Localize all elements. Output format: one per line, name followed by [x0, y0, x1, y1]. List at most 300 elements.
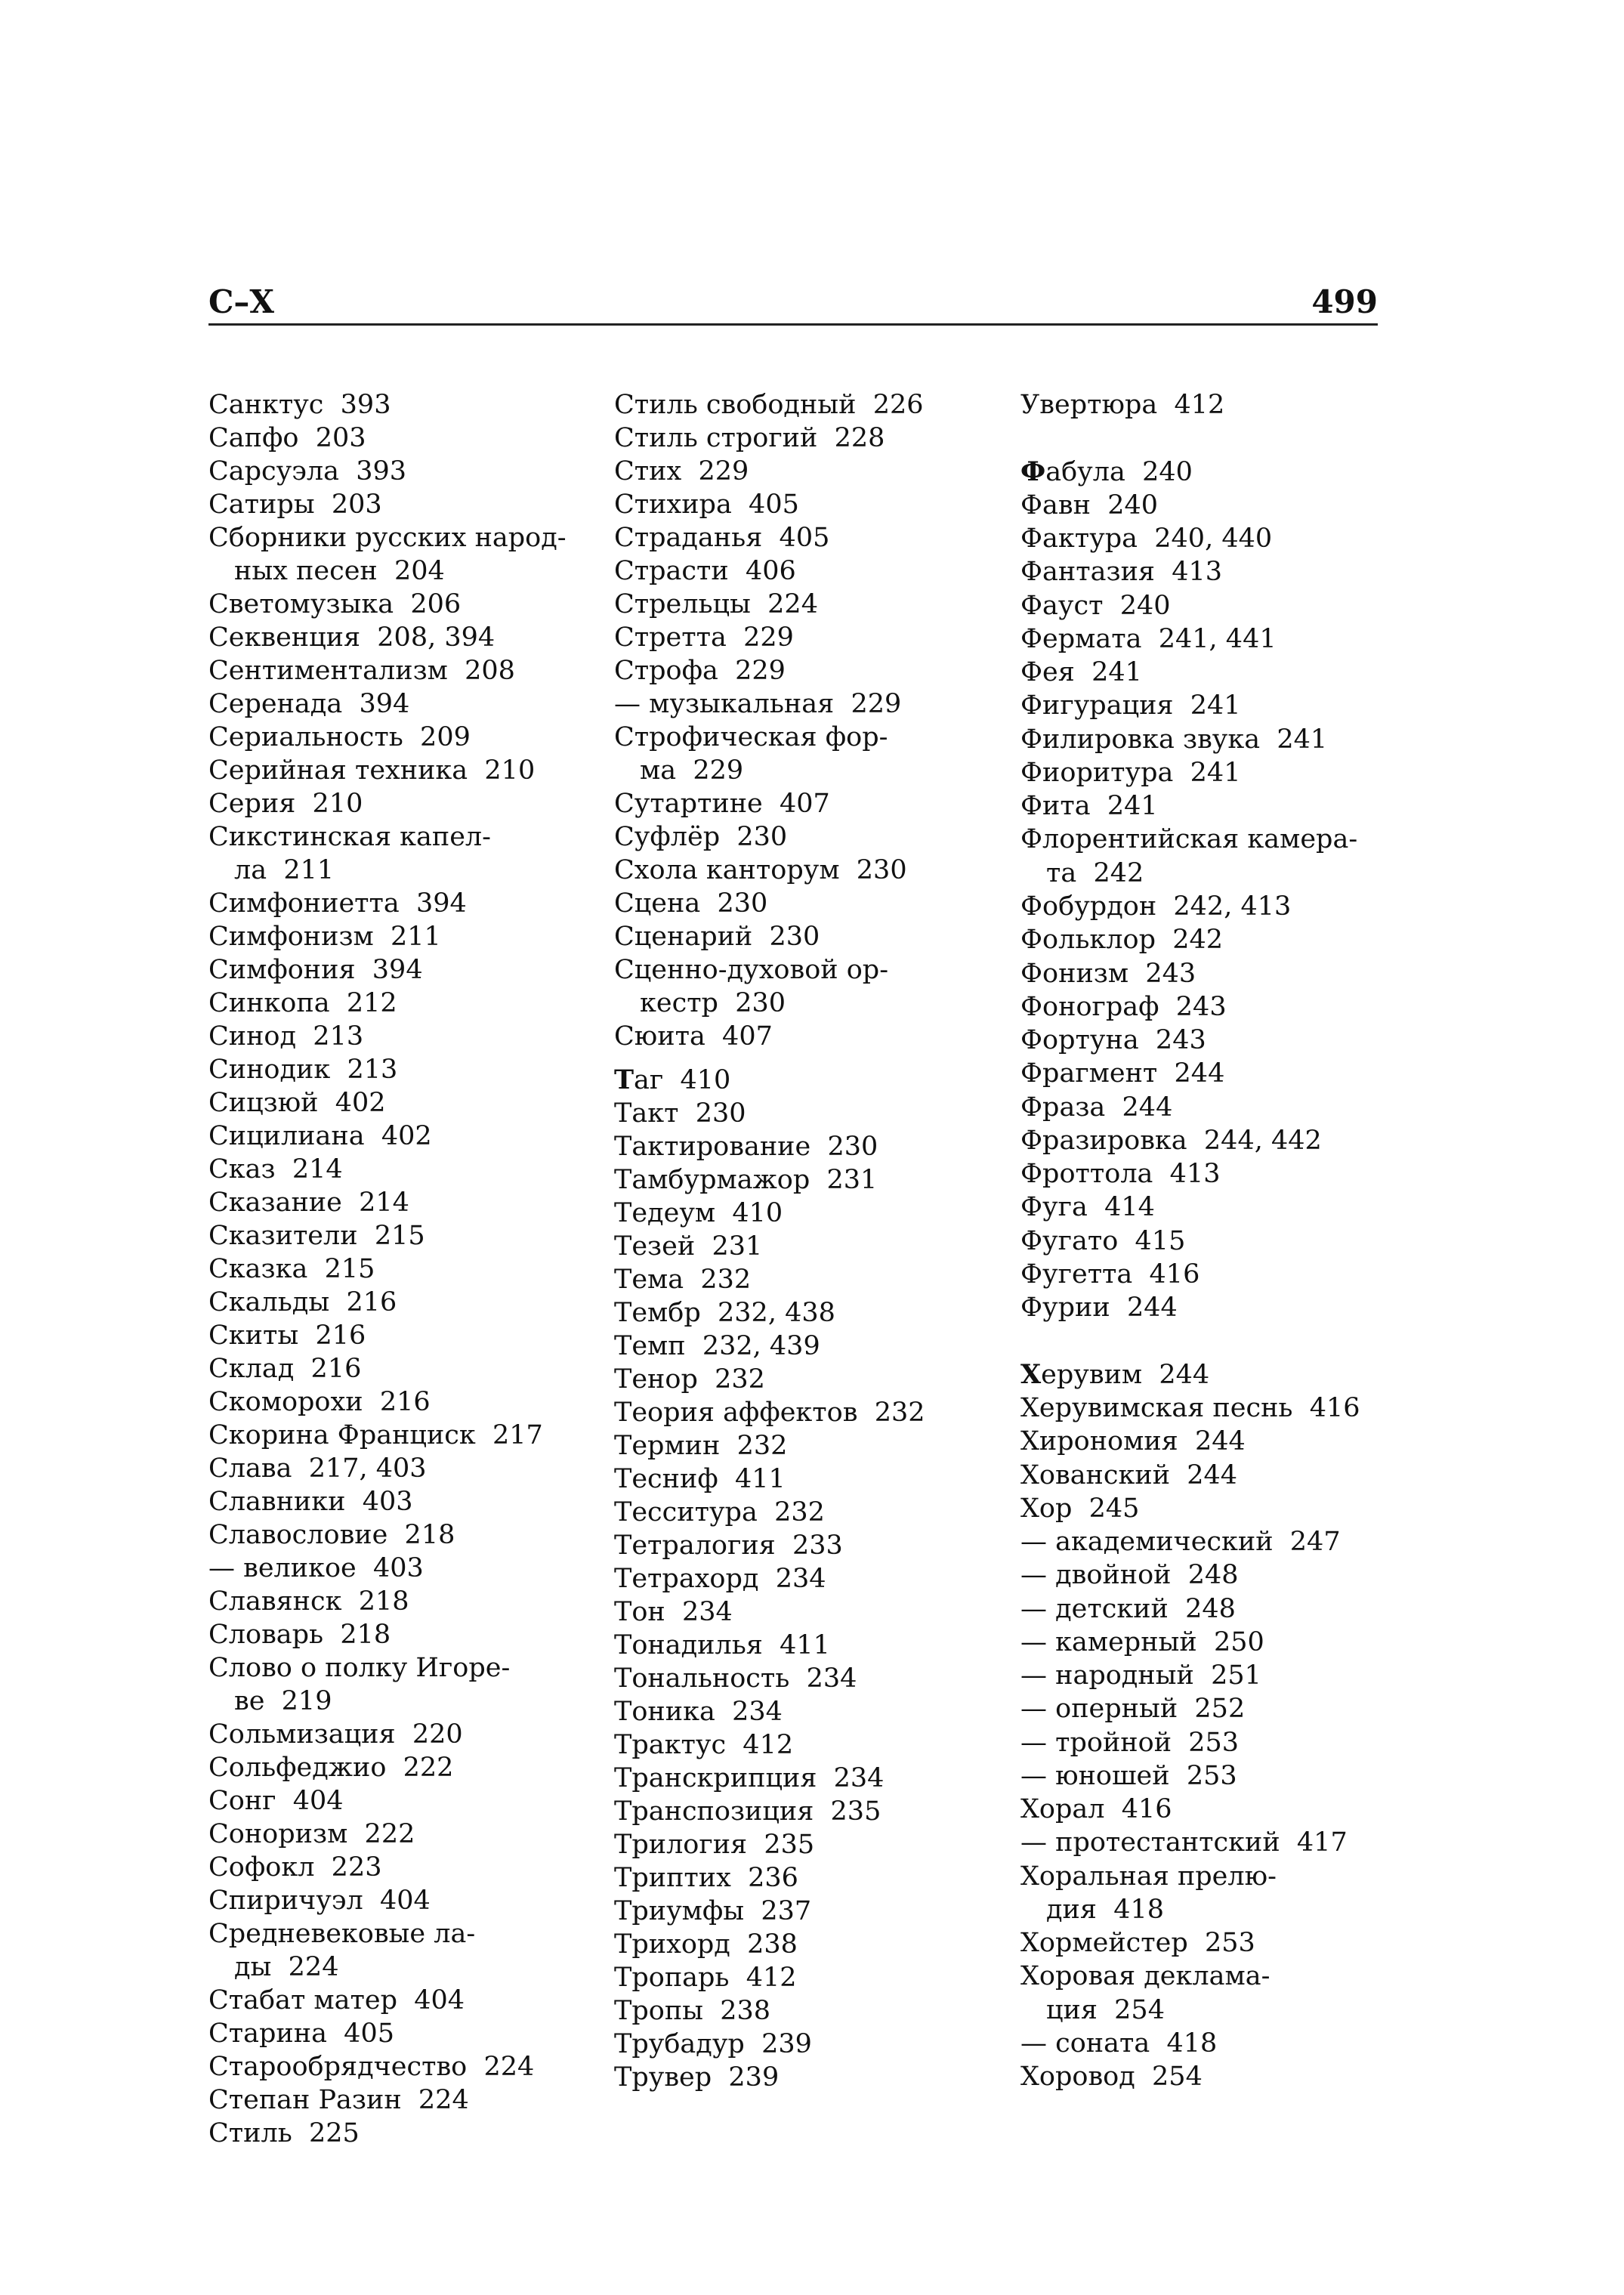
index-entry — [614, 1197, 992, 1230]
index-entry — [614, 1762, 992, 1795]
index-entry — [1020, 2027, 1413, 2060]
index-entry-text: Флорентийская камера- — [1020, 824, 1358, 855]
index-entry — [208, 1086, 586, 1120]
index-entry-text: — двойной 248 — [1020, 1560, 1239, 1591]
index-entry — [614, 1163, 992, 1197]
index-entry — [208, 887, 586, 920]
index-entry-text: Фольклор 242 — [1020, 925, 1224, 956]
index-entry-text: Славники 403 — [208, 1487, 413, 1517]
index-entry — [614, 1994, 992, 2028]
index-entry-text: Триптих 236 — [614, 1863, 798, 1893]
index-entry — [614, 1064, 992, 1097]
index-entry — [1020, 1124, 1413, 1157]
index-entry-text: Софокл 223 — [208, 1852, 382, 1883]
index-entry-text: Светомузыка 206 — [208, 589, 462, 619]
index-entry-continuation — [208, 1951, 586, 1984]
index-entry — [1020, 1692, 1413, 1725]
running-head-section: С–Х — [208, 283, 275, 320]
index-entry-text: Фрагмент 244 — [1020, 1058, 1225, 1089]
index-entry-text: Сказ 214 — [208, 1154, 343, 1185]
index-entry — [208, 422, 586, 455]
index-entry-text: Слово о полку Игоре- — [208, 1653, 511, 1683]
index-entry — [614, 621, 992, 654]
index-entry-text: Термин 232 — [614, 1431, 788, 1461]
index-entry — [614, 820, 992, 854]
index-entry — [1020, 990, 1413, 1024]
index-entry — [614, 388, 992, 422]
index-entry — [614, 787, 992, 820]
index-entry — [614, 1429, 992, 1463]
index-entry-text: Трувер 239 — [614, 2062, 780, 2093]
index-entry-text: — великое 403 — [208, 1553, 424, 1583]
index-entry-text: Строфа 229 — [614, 656, 786, 686]
index-entry — [614, 1363, 992, 1396]
index-entry — [1020, 823, 1413, 856]
index-entry-text: Сарсуэла 393 — [208, 456, 407, 486]
index-entry-continuation — [208, 854, 586, 887]
index-entry — [1020, 1759, 1413, 1793]
index-entry-text: — соната 418 — [1020, 2028, 1218, 2059]
index-entry-text: Схола канторум 230 — [614, 855, 907, 885]
index-entry — [1020, 1558, 1413, 1592]
index-entry-text: Фиоритура 241 — [1020, 757, 1241, 788]
index-entry-text: Тесситура 232 — [614, 1497, 825, 1527]
index-entry — [208, 1618, 586, 1651]
index-entry — [208, 953, 586, 987]
index-entry-text: Тесниф 411 — [614, 1464, 786, 1494]
index-entry — [1020, 1960, 1413, 1993]
index-entry — [208, 787, 586, 820]
index-entry — [208, 721, 586, 754]
index-entry-text: Теория аффектов 232 — [614, 1398, 925, 1428]
index-entry-text: Славословие 218 — [208, 1520, 455, 1550]
index-entry — [614, 1263, 992, 1296]
index-entry — [614, 521, 992, 554]
index-entry — [614, 1463, 992, 1496]
index-entry-text: Строфическая фор- — [614, 722, 888, 752]
index-entry-text: Херувимская песнь 416 — [1020, 1392, 1360, 1423]
index-entry-text: Сицилиана 402 — [208, 1121, 432, 1151]
index-entry-text: Старообрядчество 224 — [208, 2052, 535, 2082]
index-entry-text: Фугато 415 — [1020, 1225, 1186, 1256]
index-entry — [208, 455, 586, 488]
index-entry-text: Суфлёр 230 — [614, 822, 788, 852]
index-entry — [208, 1585, 586, 1618]
index-entry-text: Сценарий 230 — [614, 922, 820, 952]
index-entry-text: Серенада 394 — [208, 689, 410, 719]
index-entry-text: Тенор 232 — [614, 1364, 765, 1395]
index-entry-text: Синкопа 212 — [208, 988, 397, 1018]
index-entry — [614, 422, 992, 455]
index-entry — [1020, 1225, 1413, 1258]
index-entry — [1020, 957, 1413, 990]
index-entry — [1020, 890, 1413, 923]
index-entry — [614, 488, 992, 521]
index-entry — [208, 1552, 586, 1585]
index-entry-text: Фуга 414 — [1020, 1192, 1155, 1223]
index-entry-text: Сериальность 209 — [208, 722, 471, 752]
index-entry-text: Сапфо 203 — [208, 423, 366, 453]
index-entry-text: Фермата 241, 441 — [1020, 623, 1277, 654]
index-entry — [208, 1286, 586, 1319]
index-entry-text: Слава 217, 403 — [208, 1453, 427, 1484]
index-entry — [614, 887, 992, 920]
index-entry — [208, 1884, 586, 1917]
index-entry — [208, 1784, 586, 1818]
index-entry — [208, 1219, 586, 1253]
index-entry-text: Хованский 244 — [1020, 1459, 1238, 1490]
index-entry-text: ды 224 — [234, 1952, 339, 1982]
index-entry-text: Фавн 240 — [1020, 490, 1159, 520]
index-entry-text: Фауст 240 — [1020, 590, 1171, 621]
index-entry-text: Фобурдон 242, 413 — [1020, 891, 1292, 922]
index-entry-text: Тедеум 410 — [614, 1198, 783, 1228]
index-entry — [208, 1352, 586, 1385]
index-entry — [208, 2083, 586, 2117]
index-entry-text: Хоровая деклама- — [1020, 1961, 1270, 1992]
index-entry — [1020, 656, 1413, 689]
index-entry-text: Филировка звука 241 — [1020, 724, 1328, 755]
index-entry-text: Сказка 215 — [208, 1254, 375, 1284]
index-entry-text: Хорал 416 — [1020, 1794, 1172, 1825]
index-entry — [208, 521, 586, 554]
index-entry-text: Стабат матер 404 — [208, 1985, 465, 2015]
index-entry — [208, 1984, 586, 2017]
section-initial-letter: Х — [1020, 1358, 1042, 1390]
index-entry — [208, 687, 586, 721]
index-entry-text: Секвенция 208, 394 — [208, 622, 496, 653]
index-entry — [614, 1396, 992, 1429]
index-entry-text: — академический 247 — [1020, 1527, 1341, 1558]
index-entry-text: Фугетта 416 — [1020, 1259, 1200, 1290]
index-entry — [208, 1153, 586, 1186]
index-entry-text: Тропарь 412 — [614, 1963, 797, 1993]
index-entry — [208, 1253, 586, 1286]
index-entry-text: Сказание 214 — [208, 1188, 409, 1218]
index-entry — [1020, 1826, 1413, 1859]
index-entry — [1020, 1525, 1413, 1558]
index-entry-text: Сонoризм 222 — [208, 1819, 415, 1849]
index-entry-text: — камерный 250 — [1020, 1626, 1264, 1657]
index-entry — [208, 1851, 586, 1884]
index-entry — [208, 588, 586, 621]
index-entry — [208, 1120, 586, 1153]
index-entry-text: Хирономия 244 — [1020, 1426, 1246, 1457]
index-entry-text: — музыкальная 229 — [614, 689, 902, 719]
index-entry — [614, 953, 992, 987]
index-entry-text: Сонг 404 — [208, 1786, 344, 1816]
index-entry — [1020, 1592, 1413, 1626]
index-entry-text: — народный 251 — [1020, 1660, 1261, 1691]
index-entry — [1020, 1425, 1413, 1458]
index-entry-text: Сольфеджио 222 — [208, 1753, 454, 1783]
index-entry-text: Фортуна 243 — [1020, 1025, 1206, 1056]
index-entry — [614, 2061, 992, 2094]
index-entry — [614, 920, 992, 953]
index-entry — [1020, 489, 1413, 522]
index-entry-text: Фраза 244 — [1020, 1092, 1173, 1123]
index-entry — [208, 621, 586, 654]
index-entry-text: Сборники русских народ- — [208, 523, 567, 553]
index-entry-text: — юношей 253 — [1020, 1760, 1237, 1791]
index-entry-text: Серия 210 — [208, 789, 363, 819]
index-entry-continuation — [1020, 1994, 1413, 2027]
index-entry — [208, 654, 586, 687]
index-entry-text: Тактирование 230 — [614, 1132, 878, 1162]
index-entry-text: Сценно-духовой ор- — [614, 955, 889, 985]
index-entry — [1020, 522, 1413, 555]
index-entry-text: Средневековые ла- — [208, 1919, 476, 1949]
index-entry — [614, 1662, 992, 1695]
index-entry — [1020, 1926, 1413, 1960]
index-entry-text: ма 229 — [640, 755, 744, 786]
index-entry-text: Тезей 231 — [614, 1231, 763, 1262]
index-entry — [208, 488, 586, 521]
index-entry-text: — тройной 253 — [1020, 1727, 1240, 1758]
index-entry-text: Скальды 216 — [208, 1287, 397, 1317]
index-entry-text: Тоника 234 — [614, 1697, 783, 1727]
index-entry-text: ция 254 — [1046, 1994, 1165, 2025]
index-entry-continuation — [1020, 857, 1413, 890]
index-entry-text: Сикстинская капел- — [208, 822, 491, 852]
index-entry — [614, 687, 992, 721]
index-entry — [614, 1629, 992, 1662]
index-entry-text: Такт 230 — [614, 1098, 746, 1129]
index-entry-text: Скоморохи 216 — [208, 1387, 431, 1417]
index-entry-text: Хормейстер 253 — [1020, 1928, 1255, 1959]
index-entry — [614, 588, 992, 621]
index-entry — [614, 1130, 992, 1163]
index-entry-text: ерувим 244 — [1041, 1359, 1210, 1390]
index-entry — [208, 1818, 586, 1851]
index-entry — [1020, 1459, 1413, 1492]
index-entry-text: Фурии 244 — [1020, 1293, 1178, 1324]
index-entry — [614, 1728, 992, 1762]
page-number: 499 — [1311, 283, 1378, 320]
index-entry — [614, 654, 992, 687]
index-entry-text: Серийная техника 210 — [208, 755, 536, 786]
index-entry — [208, 2017, 586, 2050]
index-entry — [208, 754, 586, 787]
index-entry — [1020, 1626, 1413, 1659]
index-entry-continuation — [1020, 1893, 1413, 1926]
index-entry — [1020, 1291, 1413, 1324]
index-entry — [1020, 1358, 1413, 1392]
index-entry-text: Синодик 213 — [208, 1055, 398, 1085]
index-entry — [208, 2117, 586, 2150]
index-entry-text: Фактура 240, 440 — [1020, 524, 1273, 554]
index-entry — [1020, 1659, 1413, 1692]
index-entry-text: Стиль строгий 228 — [614, 423, 885, 453]
index-entry — [1020, 1793, 1413, 1826]
index-entry — [1020, 1157, 1413, 1191]
index-entry-text: Сцена 230 — [614, 888, 768, 919]
index-entry — [1020, 1726, 1413, 1759]
index-column-2 — [614, 388, 992, 2094]
index-entry-text: Триумфы 237 — [614, 1896, 812, 1926]
header-rule — [208, 323, 1378, 326]
index-entry-text: Степан Разин 224 — [208, 2085, 469, 2115]
index-entry — [614, 1895, 992, 1928]
index-entry-text: Симфонизм 211 — [208, 922, 441, 952]
index-entry-text: Сицзюй 402 — [208, 1088, 386, 1118]
index-entry — [208, 1319, 586, 1352]
index-entry — [208, 1419, 586, 1452]
index-entry-text: Трихорд 238 — [614, 1929, 798, 1960]
index-entry-text: Тональность 234 — [614, 1663, 857, 1694]
index-entry — [614, 455, 992, 488]
index-entry — [1020, 923, 1413, 956]
index-entry — [614, 1861, 992, 1895]
section-initial-letter: Ф — [1020, 456, 1046, 487]
index-entry-text: Транскрипция 234 — [614, 1763, 885, 1793]
index-entry-text: Хор 245 — [1020, 1493, 1140, 1524]
index-entry-text: Трубадур 239 — [614, 2029, 812, 2059]
index-entry — [208, 987, 586, 1020]
index-entry — [1020, 1492, 1413, 1525]
index-entry — [208, 1718, 586, 1751]
index-entry — [614, 1529, 992, 1562]
index-entry — [208, 1385, 586, 1419]
index-entry-text: Тембр 232, 438 — [614, 1298, 835, 1328]
index-entry-text: Синод 213 — [208, 1021, 364, 1052]
index-entry-text: Хоровод 254 — [1020, 2062, 1203, 2093]
index-entry — [1020, 1258, 1413, 1291]
index-entry — [614, 1695, 992, 1728]
index-entry-text: Фантазия 413 — [1020, 557, 1223, 588]
index-entry — [208, 1917, 586, 1951]
index-entry — [614, 1020, 992, 1053]
index-entry — [614, 1928, 992, 1961]
index-entry — [614, 721, 992, 754]
index-entry — [614, 1296, 992, 1330]
index-entry — [1020, 388, 1413, 422]
index-entry-text: Стих 229 — [614, 456, 749, 486]
index-entry — [614, 1496, 992, 1529]
index-entry-continuation — [614, 987, 992, 1020]
index-entry-text: ных песен 204 — [234, 556, 445, 586]
index-entry — [208, 1485, 586, 1518]
index-entry-text: Сатиры 203 — [208, 490, 382, 520]
index-entry-continuation — [208, 1685, 586, 1718]
index-entry — [1020, 2060, 1413, 2093]
index-entry-text: Тон 234 — [614, 1597, 733, 1627]
index-column-1 — [208, 388, 586, 2148]
section-spacer — [1020, 1324, 1413, 1358]
index-entry-text: Стиль 225 — [208, 2118, 360, 2148]
index-entry-text: Тетралогия 233 — [614, 1531, 843, 1561]
index-entry-text: Транспозиция 235 — [614, 1796, 881, 1827]
index-entry — [614, 1097, 992, 1130]
index-entry — [208, 920, 586, 953]
index-entry — [1020, 1860, 1413, 1893]
index-entry — [1020, 756, 1413, 789]
index-entry — [614, 1828, 992, 1861]
index-entry — [614, 1230, 992, 1263]
index-entry-text: Хоральная прелю- — [1020, 1861, 1277, 1892]
index-entry-text: Стретта 229 — [614, 622, 794, 653]
index-entry — [208, 1020, 586, 1053]
index-entry-text: аг 410 — [634, 1065, 731, 1095]
index-entry — [208, 1452, 586, 1485]
index-column-3 — [1020, 388, 1413, 2094]
index-entry-text: — протестантский 417 — [1020, 1827, 1348, 1858]
index-entry — [614, 1961, 992, 1994]
index-entry-text: Фонизм 243 — [1020, 958, 1196, 989]
index-entry-text: Тетрахорд 234 — [614, 1564, 826, 1594]
index-entry-text: ла 211 — [234, 855, 335, 885]
index-entry-text: Скорина Франциск 217 — [208, 1420, 543, 1450]
index-entry-text: Симфония 394 — [208, 955, 423, 985]
index-entry — [1020, 1191, 1413, 1224]
index-entry-text: Спиричуэл 404 — [208, 1886, 431, 1916]
index-entry — [614, 554, 992, 588]
index-entry-text: Стиль свободный 226 — [614, 390, 924, 420]
index-entry-text: Славянск 218 — [208, 1586, 409, 1617]
index-entry — [1020, 789, 1413, 823]
index-entry-continuation — [614, 754, 992, 787]
index-entry-text: Сольмизация 220 — [208, 1719, 463, 1750]
index-entry-text: Трактус 412 — [614, 1730, 794, 1760]
index-entry-text: — детский 248 — [1020, 1593, 1236, 1624]
index-entry-text: Фонограф 243 — [1020, 991, 1227, 1022]
index-entry-text: ве 219 — [234, 1686, 332, 1716]
index-entry-text: Страсти 406 — [614, 556, 796, 586]
index-entry — [1020, 1024, 1413, 1057]
index-entry-text: Санктус 393 — [208, 390, 391, 420]
index-entry — [1020, 689, 1413, 722]
index-entry-text: Фроттола 413 — [1020, 1159, 1221, 1190]
index-entry — [614, 1595, 992, 1629]
index-entry-text: Трилогия 235 — [614, 1830, 815, 1860]
index-entry — [1020, 622, 1413, 656]
index-entry — [208, 820, 586, 854]
index-entry-text: Словарь 218 — [208, 1620, 391, 1650]
index-entry-text: Страданья 405 — [614, 523, 830, 553]
index-entry-text: Скиты 216 — [208, 1320, 366, 1351]
index-entry-text: Темп 232, 439 — [614, 1331, 820, 1361]
index-entry — [1020, 589, 1413, 622]
index-entry — [614, 1562, 992, 1595]
index-entry-text: Тема 232 — [614, 1265, 752, 1295]
index-entry — [208, 1751, 586, 1784]
index-entry-text: абула 240 — [1045, 456, 1193, 487]
index-entry-text: Сутартине 407 — [614, 789, 830, 819]
index-entry-text: Сюита 407 — [614, 1021, 773, 1052]
index-entry — [1020, 1392, 1413, 1425]
index-entry-text: Стрельцы 224 — [614, 589, 818, 619]
index-entry-text: — оперный 252 — [1020, 1694, 1246, 1725]
index-entry-text: Стихира 405 — [614, 490, 799, 520]
index-entry-text: Фигурация 241 — [1020, 690, 1241, 721]
index-entry — [208, 1186, 586, 1219]
index-entry-text: Фразировка 244, 442 — [1020, 1125, 1322, 1156]
index-entry — [208, 388, 586, 422]
index-entry — [614, 1795, 992, 1828]
index-entry-text: дия 418 — [1046, 1894, 1165, 1925]
index-entry — [1020, 1091, 1413, 1124]
index-entry — [1020, 555, 1413, 588]
index-entry-text: кестр 230 — [640, 988, 786, 1018]
section-initial-letter: Т — [614, 1064, 634, 1095]
index-entry-text: Фея 241 — [1020, 657, 1142, 688]
index-entry-text: Тамбурмажор 231 — [614, 1165, 878, 1195]
index-entry-text: Тонадилья 411 — [614, 1630, 830, 1660]
index-entry-text: Склад 216 — [208, 1354, 362, 1384]
index-entry — [1020, 1057, 1413, 1090]
index-entry-text: та 242 — [1046, 857, 1144, 888]
index-entry — [208, 2050, 586, 2083]
